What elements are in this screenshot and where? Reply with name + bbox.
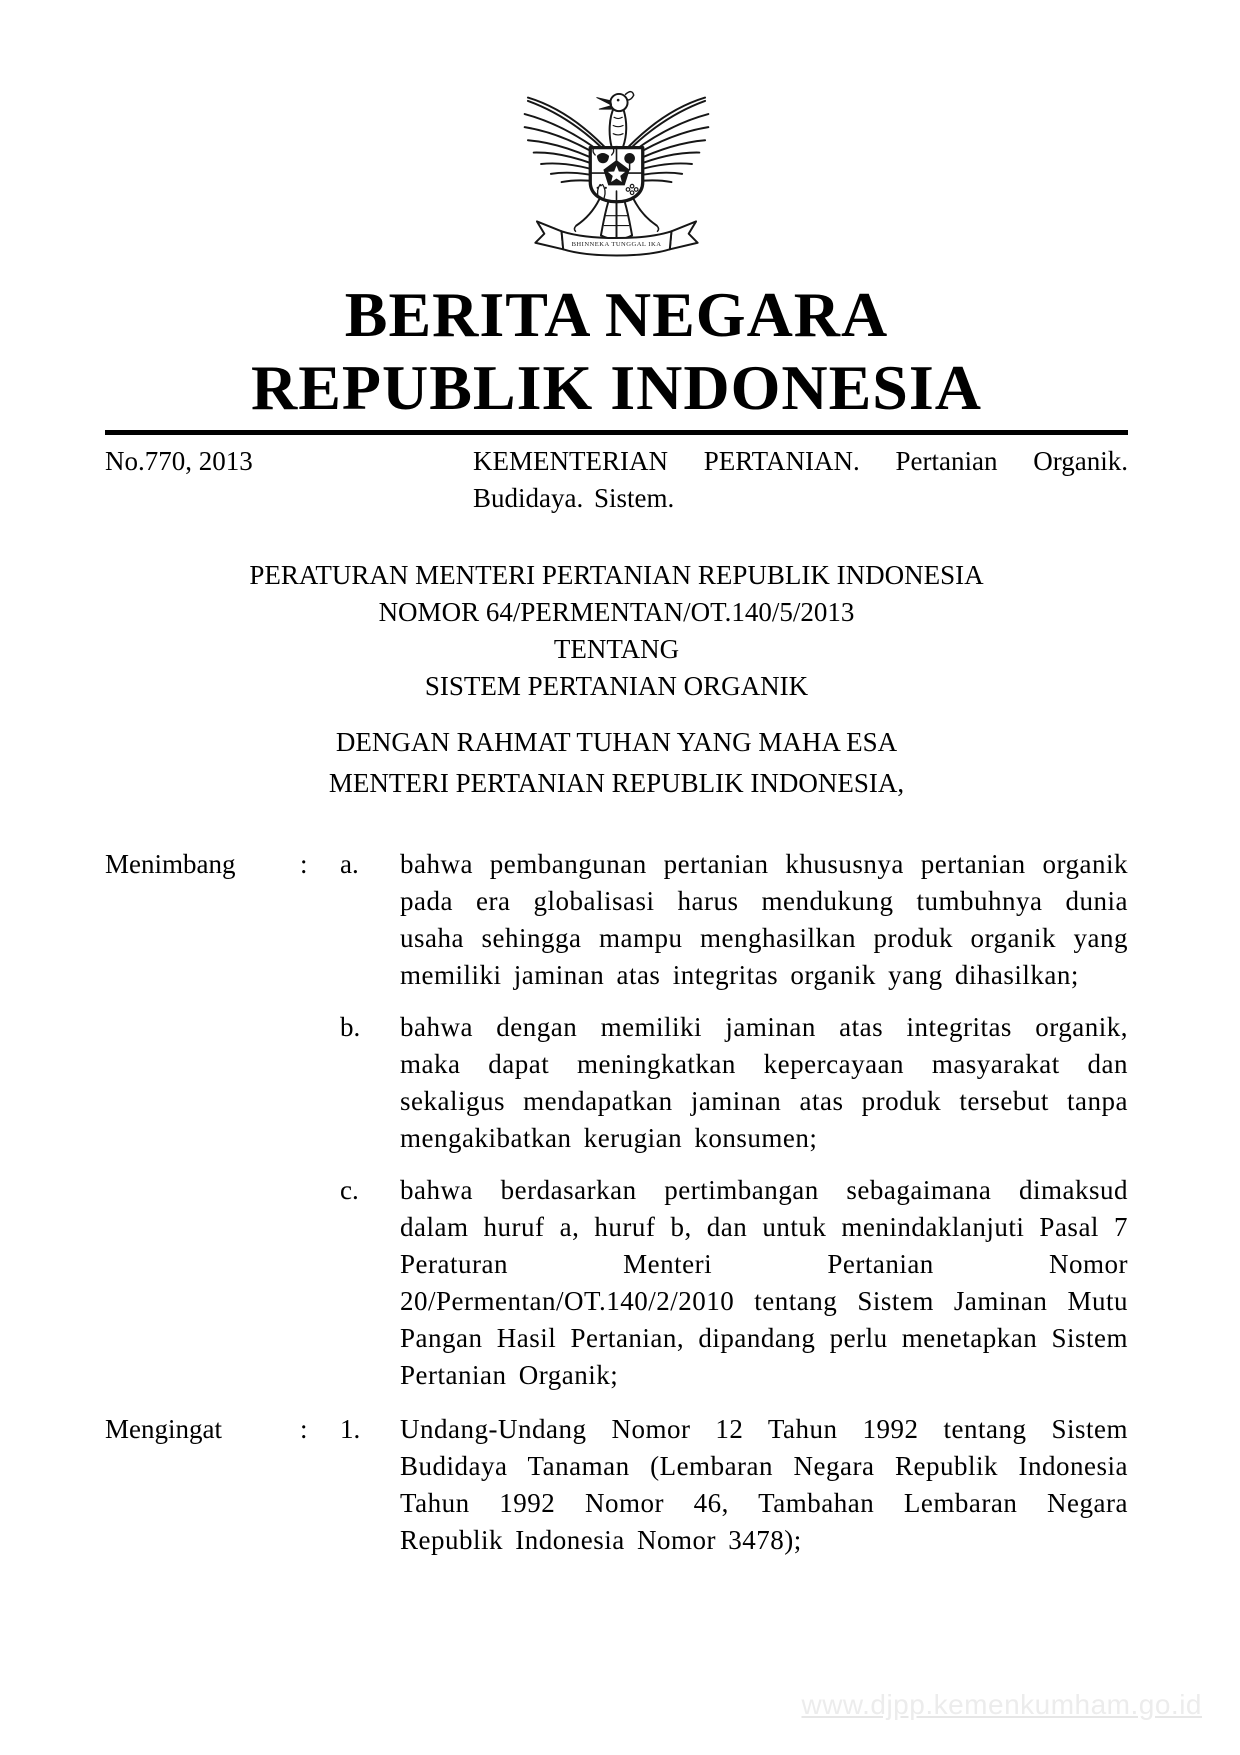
item-text: Undang-Undang Nomor 12 Tahun 1992 tentang Sistem Budidaya Tanaman (Lembaran Negara Republik Indonesia Tahun 1992 Nomor 46, Tambahan Lembaran Negara Republik Indonesia Nomor 3478); [400, 1414, 1128, 1555]
item-text: bahwa pembangunan pertanian khususnya pertanian organik pada era globalisasi harus mendukung tumbuhnya dunia usaha sehingga mampu menghasilkan produk organik yang memiliki jaminan atas integritas organik yang dihasilkan; [400, 849, 1128, 990]
item-text: bahwa dengan memiliki jaminan atas integritas organik, maka dapat meningkatkan kepercayaan masyarakat dan sekaligus mendapatkan jaminan atas produk tersebut tanpa mengakibatkan kerugian konsumen; [400, 1012, 1128, 1153]
mengingat-label: Mengingat [105, 1414, 222, 1444]
invocation-line: DENGAN RAHMAT TUHAN YANG MAHA ESA [335, 727, 898, 757]
issuing-authority: MENTERI PERTANIAN REPUBLIK INDONESIA, [328, 768, 905, 798]
item-marker: a. [340, 849, 359, 879]
mengingat-colon: : [300, 1414, 308, 1444]
gazette-title-line1: BERITA NEGARA [344, 279, 889, 350]
emblem-ribbon-text: BHINNEKA TUNGGAL IKA [571, 241, 662, 249]
menimbang-label: Menimbang [105, 849, 236, 879]
preamble-sections [105, 846, 1128, 1559]
masthead-row [105, 443, 1128, 517]
item-text: bahwa berdasarkan pertimbangan sebagaimana dimaksud dalam huruf a, huruf b, dan untuk menindaklanjuti Pasal 7 Peraturan Menteri Pertanian Nomor 20/Permentan/OT.140/2/2010 tentang Sistem Jaminan Mutu Pangan Hasil Pertanian, dipandang perlu menetapkan Sistem Pertanian Organik; [400, 1175, 1128, 1390]
gazette-number: No.770, 2013 [105, 446, 253, 476]
item-marker: 1. [340, 1414, 361, 1444]
menimbang-colon: : [300, 849, 308, 879]
regulation-heading [105, 557, 1128, 802]
regulation-subject: SISTEM PERTANIAN ORGANIK [424, 671, 809, 701]
regulation-number: NOMOR 64/PERMENTAN/OT.140/5/2013 [378, 597, 855, 627]
garuda-emblem [105, 0, 1128, 270]
watermark-link: www.djpp.kemenkumham.go.id [801, 1689, 1202, 1720]
garuda-pancasila-icon [514, 68, 719, 265]
gazette-title-line2: REPUBLIK INDONESIA [250, 352, 983, 423]
item-marker: c. [340, 1175, 359, 1205]
regulation-title: PERATURAN MENTERI PERTANIAN REPUBLIK INDONESIA [249, 560, 984, 590]
mengingat-section [105, 1411, 1128, 1559]
masthead-rule [105, 430, 1128, 435]
tentang-label: TENTANG [553, 634, 680, 664]
gazette-subject: KEMENTERIAN PERTANIAN. Pertanian Organik. Budidaya. Sistem. [473, 446, 1128, 513]
gazette-title [105, 278, 1128, 424]
item-marker: b. [340, 1012, 361, 1042]
menimbang-section [105, 846, 1128, 1394]
